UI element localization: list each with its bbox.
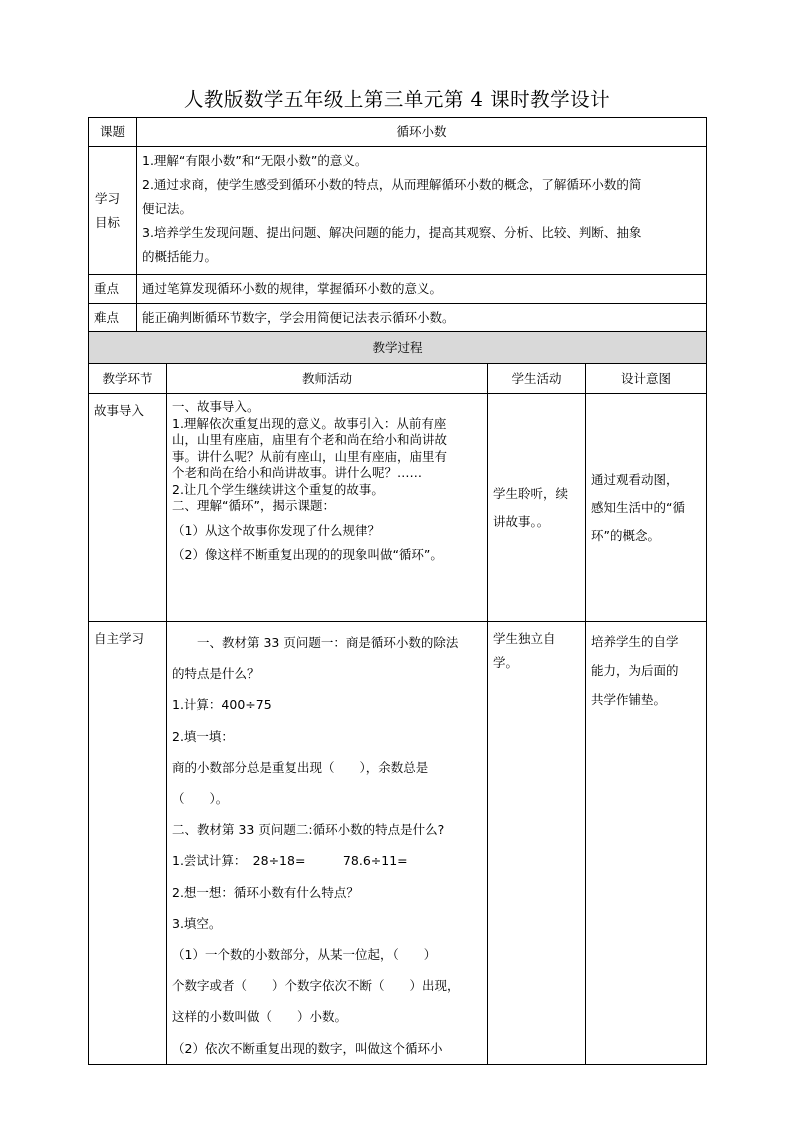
section-self-study-intent [586, 622, 707, 1065]
teacher-line: 二、理解“循环”，揭示课题： [172, 498, 335, 513]
goals-row [89, 147, 707, 275]
topic-value: 循环小数 [137, 118, 707, 147]
key-row [89, 275, 707, 304]
goal-line: 1.理解“有限小数”和“无限小数”的意义。 [142, 153, 368, 168]
column-header-stage: 教学环节 [89, 364, 167, 394]
student-line: 学生独立自学。 [493, 631, 556, 670]
teacher-line: （1）从这个故事你发现了什么规律？ [172, 522, 380, 538]
intent-line: 能力，为后面的 [591, 663, 679, 678]
teacher-line: （2）依次不断重复出现的数字，叫做这个循环小 [172, 1040, 443, 1056]
goals-label [89, 147, 137, 275]
goal-line: 3.培养学生发现问题、提出问题、解决问题的能力，提高其观察、分析、比较、判断、抽象 [142, 225, 642, 240]
teacher-line: 的特点是什么？ [172, 666, 260, 682]
column-header-row [89, 364, 707, 394]
teacher-line: 1.计算：400÷75 [172, 697, 272, 713]
difficulty-label: 难点 [89, 304, 137, 332]
teacher-line: 一、故事导入。 [172, 399, 260, 414]
section-self-study-student [488, 622, 586, 1065]
section-story-stage: 故事导入 [89, 394, 167, 622]
teacher-line: 一、教材第 33 页问题一：商是循环小数的除法 [172, 635, 459, 650]
goal-line: 的概括能力。 [142, 249, 218, 264]
teacher-line: 2.想一想：循环小数有什么特点？ [172, 884, 359, 900]
topic-row [89, 118, 707, 147]
section-story-student [488, 394, 586, 622]
section-self-study-teacher [167, 622, 488, 1065]
document-title: 人教版数学五年级上第三单元第 4 课时教学设计 [183, 88, 611, 111]
goals-content [137, 147, 707, 275]
lesson-plan-table [88, 117, 707, 1065]
teacher-line: 山，山里有座庙，庙里有个老和尚在给小和尚讲故 [172, 432, 448, 447]
process-header-row [89, 332, 707, 364]
intent-line: 感知生活中的“循 [591, 499, 685, 515]
teacher-line: 1.理解依次重复出现的意义。故事引入：从前有座 [172, 415, 447, 431]
section-story-row [89, 394, 707, 622]
section-self-study-stage: 自主学习 [89, 622, 167, 1065]
goals-label-line-2: 目标 [95, 214, 121, 230]
difficulty-row [89, 304, 707, 332]
goal-line: 2.通过求商，使学生感受到循环小数的特点，从而理解循环小数的概念，了解循环小数的简 [142, 177, 642, 192]
teacher-line: （2）像这样不断重复出现的的现象叫做“循环”。 [172, 547, 443, 562]
teacher-line: 1.尝试计算： 28÷18= 78.6÷11= [172, 853, 408, 869]
teacher-line: 商的小数部分总是重复出现（ ），余数总是 [172, 759, 429, 775]
student-line: 讲故事。。 [493, 513, 550, 529]
teacher-line: 3.填空。 [172, 915, 222, 931]
intent-line: 培养学生的自学 [591, 634, 679, 649]
goal-line: 便记法。 [142, 201, 193, 216]
teacher-line: 2.让几个学生继续讲这个重复的故事。 [172, 481, 384, 497]
teacher-line: 个老和尚在给小和尚讲故事。讲什么呢？…… [172, 465, 423, 480]
topic-label: 课题 [89, 118, 137, 147]
teacher-line: （ ）。 [172, 791, 229, 807]
teacher-line: 二、教材第 33 页问题二:循环小数的特点是什么? [172, 822, 445, 838]
teacher-line: 事。讲什么呢？从前有座山，山里有座庙，庙里有 [172, 448, 448, 464]
teacher-line: （1）一个数的小数部分，从某一位起，（ ） [172, 947, 437, 963]
intent-line: 共学作铺垫。 [591, 692, 667, 707]
section-self-study-row [89, 622, 707, 1065]
section-story-teacher [167, 394, 488, 622]
difficulty-value: 能正确判断循环节数字，学会用简便记法表示循环小数。 [137, 304, 707, 332]
student-line: 学生聆听，续 [493, 485, 569, 501]
column-header-intent: 设计意图 [586, 364, 707, 394]
teacher-line: 2.填一填： [172, 728, 234, 744]
teacher-line: 这样的小数叫做（ ）小数。 [172, 1009, 348, 1025]
teacher-line: 个数字或者（ ）个数字依次不断（ ）出现， [172, 978, 460, 994]
intent-line: 通过观看动图， [591, 471, 679, 487]
column-header-teacher: 教师活动 [167, 364, 488, 394]
key-value: 通过笔算发现循环小数的规律，掌握循环小数的意义。 [137, 275, 707, 304]
intent-line: 环”的概念。 [591, 527, 660, 543]
key-label: 重点 [89, 275, 137, 304]
goals-label-line-1: 学习 [95, 190, 121, 206]
section-story-intent [586, 394, 707, 622]
process-header: 教学过程 [89, 332, 707, 364]
column-header-student: 学生活动 [488, 364, 586, 394]
